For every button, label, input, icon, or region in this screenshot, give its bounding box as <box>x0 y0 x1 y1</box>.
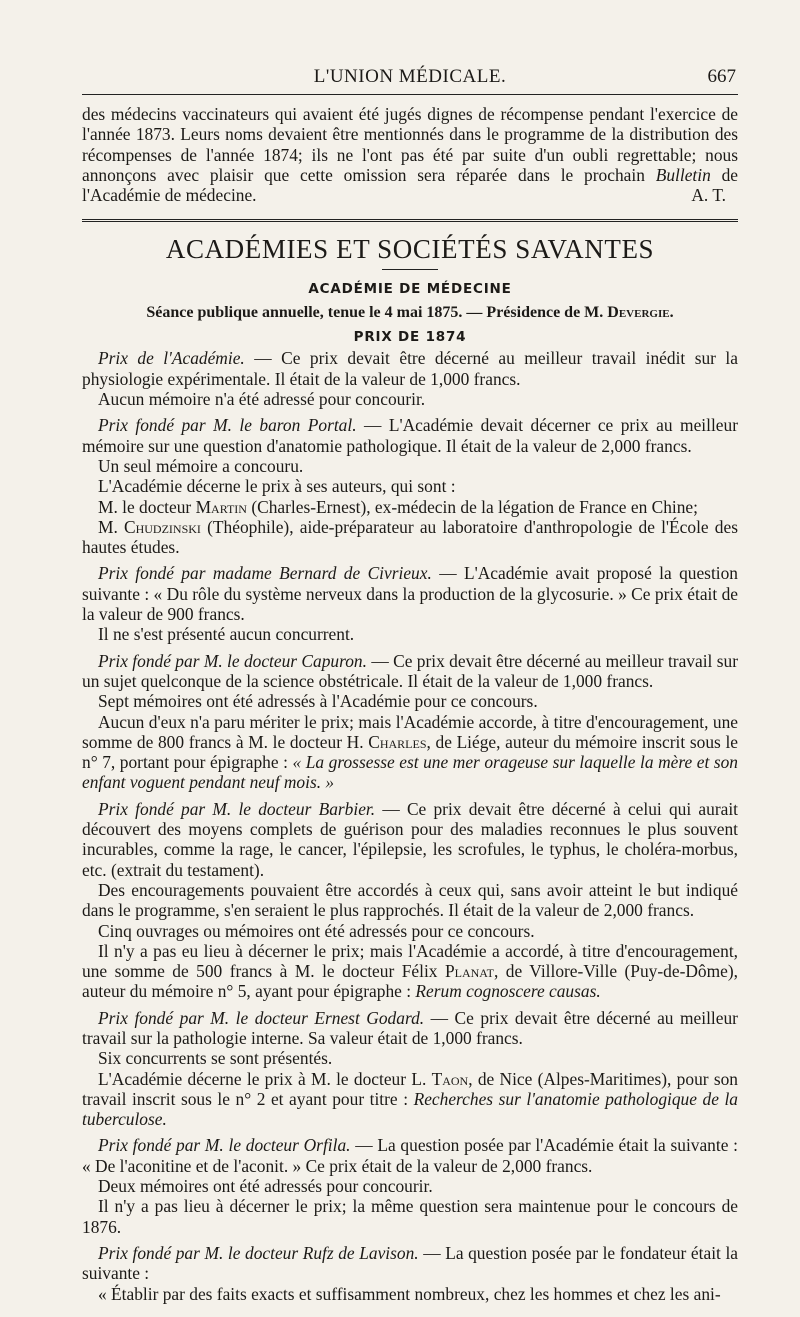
page-number: 667 <box>707 66 736 87</box>
running-head <box>82 66 738 96</box>
laureate-martin <box>82 497 738 517</box>
prize-lavison-text: — La question posée par le fondateur était la suivante : <box>82 1242 738 1284</box>
paragraph-p4: Un seul mémoire a concouru. <box>98 455 304 476</box>
prize-academie-lead: Prix de l'Académie. <box>98 348 245 369</box>
prize-godard-lead: Prix fondé par M. le docteur Ernest Godard. <box>98 1007 425 1028</box>
encouragement-charles-name: Charles <box>368 731 427 752</box>
laureate-taon <box>82 1069 738 1130</box>
laureate-taon-mid: , de Nice (Alpes-Maritimes), pour son travail inscrit sous le n° 2 et ayant pour titre : <box>82 1068 738 1109</box>
encouragement-planat-name: Planat <box>444 961 494 982</box>
paragraph-p11: Sept mémoires ont été adressés à l'Académie pour ce concours. <box>98 691 538 712</box>
prize-civrieux-text: — L'Académie avait proposé la question suivante : « Du rôle du système nerveux dans la production de la glycosurie. » Ce prix était de la valeur de 900 francs. <box>82 563 738 625</box>
prize-orfila-text: — La question posée par l'Académie était la suivante : « De l'aconitine et de l'aconit. » Ce prix était de la valeur de 2,000 francs. <box>82 1135 738 1176</box>
laureate-chudzinski <box>82 517 738 558</box>
paragraph-p21: Deux mémoires ont été adressés pour concourir. <box>98 1176 433 1197</box>
prize-lavison-lead: Prix fondé par M. le docteur Rufz de Lavison. <box>98 1242 419 1263</box>
encouragement-planat <box>82 941 738 1002</box>
laureate-martin-pre: M. le docteur <box>98 496 196 517</box>
section-double-rule <box>82 219 738 225</box>
prize-portal-lead: Prix fondé par M. le baron Portal. <box>98 415 357 436</box>
session-line <box>82 302 738 324</box>
prize-barbier <box>82 799 738 880</box>
laureate-taon-name: Taon <box>431 1068 469 1089</box>
paragraph-p5: L'Académie décerne le prix à ses auteurs, qui sont : <box>98 476 456 497</box>
laureate-martin-text: (Charles-Ernest), ex-médecin de la légation de France en Chine; <box>246 496 698 517</box>
paragraph-p14: Des encouragements pouvaient être accordés à ceux qui, sans avoir atteint le but indiqué dans le programme, s'en seraient le plus rapprochés. Il était de la valeur de 2,000 francs. <box>82 879 738 921</box>
laureate-chudzinski-text: (Théophile), aide-préparateur au laboratoire d'anthropologie de l'École des hautes études. <box>82 516 738 558</box>
paragraph-p15: Cinq ouvrages ou mémoires ont été adressés pour ce concours. <box>98 920 535 941</box>
paragraph-p9: Il ne s'est présenté aucun concurrent. <box>98 624 355 645</box>
prize-orfila <box>82 1135 738 1176</box>
encouragement-charles-mid: , de Liége, auteur du mémoire inscrit sous le n° 7, portant pour épigraphe : <box>82 731 739 773</box>
prize-godard <box>82 1008 738 1049</box>
prize-academie <box>82 348 738 389</box>
paragraph-p2: Aucun mémoire n'a été adressé pour concourir. <box>98 389 426 410</box>
prize-portal-text: — L'Académie devait décerner ce prix au meilleur mémoire sur une question d'anatomie pathologique. Il était de la valeur de 2,000 francs. <box>82 415 738 456</box>
laureate-taon-pre: L'Académie décerne le prix à M. le docteur L. <box>98 1068 432 1089</box>
laureate-martin-name: Martin <box>195 496 247 517</box>
encouragement-charles-pre: Aucun d'eux n'a paru mériter le prix; mais l'Académie accorde, à titre d'encouragement, une somme de 800 francs à M. le docteur H. <box>82 711 738 752</box>
text-column <box>82 104 738 1304</box>
paragraph-p18: Six concurrents se sont présentés. <box>98 1048 333 1069</box>
intro-paragraph <box>82 104 738 205</box>
session-end: . <box>669 304 674 322</box>
encouragement-planat-quote: Rerum cognoscere causas. <box>415 981 601 1002</box>
prize-academie-text: — Ce prix devait être décerné au meilleur travail inédit sur la physiologie expérimentale. Il était de la valeur de 1,000 francs. <box>82 348 738 389</box>
signature: A. T. <box>691 185 726 206</box>
prize-barbier-lead: Prix fondé par M. le docteur Barbier. <box>98 798 376 819</box>
prize-capuron-text: — Ce prix devait être décerné au meilleur travail sur un sujet quelconque de la science obstétricale. Il était de la valeur de 1,000 francs. <box>82 650 738 691</box>
prize-capuron <box>82 651 738 692</box>
intro-bulletin: Bulletin <box>655 164 711 185</box>
encouragement-planat-pre: Il n'y a pas eu lieu à décerner le prix; mais l'Académie a accordé, à titre d'encouragement, une somme de 500 francs à M. le docteur Félix <box>82 940 738 982</box>
academy-heading: ACADÉMIE DE MÉDECINE <box>308 281 512 298</box>
prix-heading: PRIX DE 1874 <box>353 329 467 346</box>
section-short-rule <box>382 269 438 270</box>
section-title: ACADÉMIES ET SOCIÉTÉS SAVANTES <box>165 234 655 265</box>
prize-portal <box>82 415 738 456</box>
laureate-taon-title: Recherches sur l'anatomie pathologique de la tuberculose. <box>82 1088 738 1130</box>
encouragement-charles-quote: « La grossesse est une mer orageuse sur laquelle la mère et son enfant voguent pendant neuf mois. » <box>82 752 738 793</box>
prize-orfila-lead: Prix fondé par M. le docteur Orfila. <box>98 1135 351 1156</box>
prize-capuron-lead: Prix fondé par M. le docteur Capuron. <box>98 650 367 671</box>
prize-godard-text: — Ce prix devait être décerné au meilleur travail sur la pathologie interne. Sa valeur était de 1,000 francs. <box>82 1007 738 1048</box>
intro-text-end: de l'Académie de médecine. <box>82 164 739 206</box>
president-name: Devergie <box>607 304 670 322</box>
paragraph-p22: Il n'y a pas lieu à décerner le prix; la même question sera maintenue pour le concours de 1876. <box>82 1196 738 1237</box>
encouragement-planat-mid: , de Villore-Ville (Puy-de-Dôme), auteur du mémoire n° 5, ayant pour épigraphe : <box>82 961 738 1002</box>
paragraph-p24: « Établir par des faits exacts et suffisamment nombreux, chez les hommes et chez les ani- <box>98 1283 721 1304</box>
prize-lavison <box>82 1243 738 1284</box>
intro-text: des médecins vaccinateurs qui avaient été jugés dignes de récompense pendant l'exercice de l'année 1873. Leurs noms devaient être mentionnés dans le programme de la distribution des récompenses de l'année 1874; ils ne l'ont pas été par suite d'un oubli regrettable; nous annonçons avec plaisir que cette omission sera réparée dans le prochain <box>82 104 738 185</box>
laureate-chudzinski-name: Chudzinski <box>124 516 201 537</box>
session-text: Séance publique annuelle, tenue le 4 mai 1875. — Présidence de M. <box>146 304 608 322</box>
running-title: L'UNION MÉDICALE. <box>313 66 507 87</box>
prize-civrieux-lead: Prix fondé par madame Bernard de Civrieux. <box>98 563 432 584</box>
laureate-chudzinski-pre: M. <box>98 516 124 537</box>
prize-barbier-text: — Ce prix devait être décerné à celui qui aurait découvert des moyens complets de guérison pour des maladies reconnues le plus souvent incurables, comme la rage, le cancer, l'épilepsie, les scrofules, le typhus, le choléra-morbus, etc. (extrait du testament). <box>82 798 738 880</box>
encouragement-charles <box>82 712 738 793</box>
header-rule <box>82 94 738 95</box>
prize-civrieux <box>82 563 738 624</box>
